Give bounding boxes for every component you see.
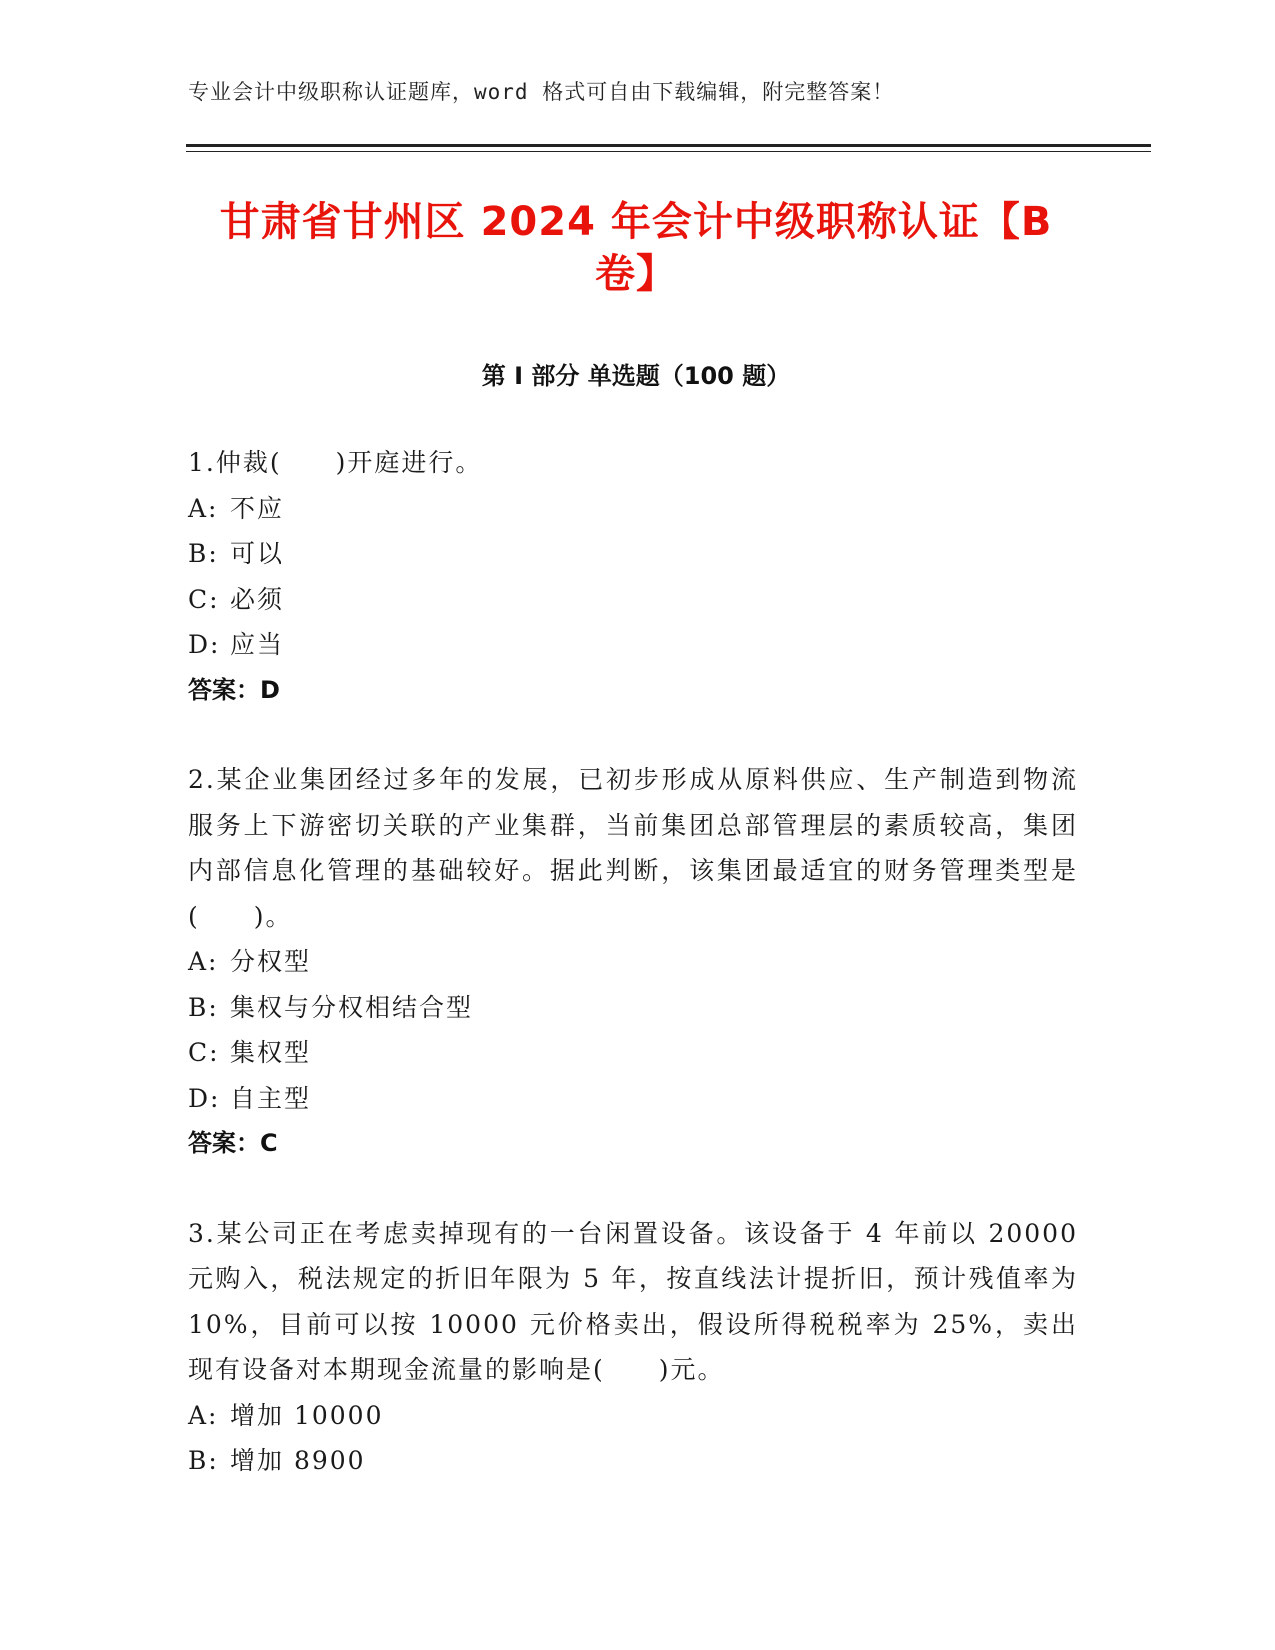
header-note: 专业会计中级职称认证题库，word 格式可自由下载编辑，附完整答案！ (188, 80, 895, 104)
option-d (188, 1076, 1078, 1122)
option-key: B: (188, 1446, 219, 1475)
option-key: C: (188, 584, 220, 614)
question-3 (188, 1211, 1078, 1484)
option-text: 增加 10000 (230, 1400, 384, 1430)
option-text: 不应 (230, 493, 285, 523)
option-text: 可以 (230, 539, 285, 568)
document-title: 甘肃省甘州区 2024 年会计中级职称认证【B 卷】 (219, 199, 1053, 297)
option-text: 增加 8900 (230, 1446, 366, 1475)
question-2 (188, 757, 1078, 1167)
option-b (188, 531, 1078, 577)
option-key: B: (188, 539, 219, 568)
question-list (188, 440, 1078, 1528)
option-b (188, 985, 1078, 1031)
option-c (188, 577, 1078, 623)
option-key: A: (188, 947, 219, 976)
option-a (188, 486, 1078, 532)
option-text: 自主型 (230, 1083, 312, 1113)
answer-line: 答案：C (188, 1129, 278, 1157)
option-text: 集权与分权相结合型 (230, 992, 474, 1022)
question-stem: 3.某公司正在考虑卖掉现有的一台闲置设备。该设备于 4 年前以 20000 元购入，税法规定的折旧年限为 5 年，按直线法计提折旧，预计残值率为 10%，目前可以按 10000 元价格卖出，假设所得税税率为 25%，卖出现有设备对本期现金流量的影响是( )元。 (188, 1218, 1078, 1384)
option-text: 应当 (230, 630, 285, 659)
answer-line: 答案：D (188, 675, 280, 704)
header-rule-thick (186, 144, 1151, 147)
option-b (188, 1438, 1078, 1484)
question-stem: 2.某企业集团经过多年的发展，已初步形成从原料供应、生产制造到物流服务上下游密切关联的产业集群，当前集团总部管理层的素质较高，集团内部信息化管理的基础较好。据此判断，该集团最适宜的财务管理类型是( )。 (188, 765, 1078, 931)
option-d (188, 622, 1078, 668)
question-1 (188, 440, 1078, 713)
option-a (188, 939, 1078, 985)
option-text: 集权型 (230, 1038, 312, 1067)
option-key: A: (188, 493, 219, 523)
option-key: D: (188, 1083, 221, 1113)
option-key: B: (188, 992, 219, 1022)
option-a (188, 1393, 1078, 1439)
question-stem: 1.仲裁( )开庭进行。 (188, 448, 483, 477)
section-title: 第 I 部分 单选题（100 题） (481, 362, 791, 390)
option-c (188, 1030, 1078, 1076)
option-text: 分权型 (230, 947, 312, 976)
option-key: A: (188, 1400, 219, 1430)
option-key: C: (188, 1038, 220, 1067)
option-text: 必须 (230, 584, 285, 614)
header-rule-thin (186, 151, 1151, 152)
option-key: D: (188, 630, 221, 659)
